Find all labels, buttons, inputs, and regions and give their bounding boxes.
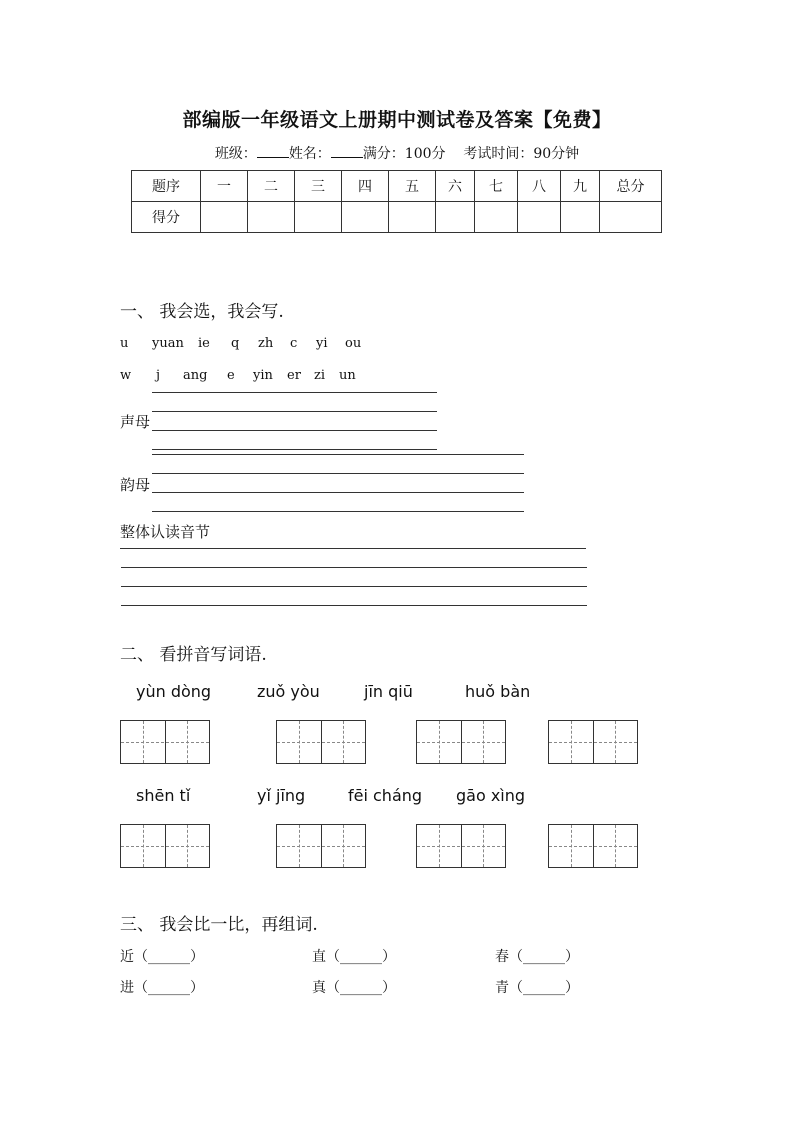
score-cell[interactable]: [436, 202, 475, 233]
answer-line[interactable]: [152, 473, 524, 474]
answer-line[interactable]: [152, 449, 437, 450]
word-pair-item[interactable]: 青（______）: [495, 980, 579, 996]
pinyin-item: yin: [253, 368, 273, 383]
zhengti-label: 整体认读音节: [120, 523, 211, 541]
score-cell[interactable]: [201, 202, 248, 233]
table-cell: 五: [389, 171, 436, 202]
table-cell: 七: [475, 171, 518, 202]
pinyin-item: ie: [198, 336, 210, 351]
section-2-heading: 二、 看拼音写词语.: [120, 645, 267, 665]
word-pair-item[interactable]: 春（______）: [495, 949, 579, 965]
pinyin-word: yùn dòng: [136, 682, 212, 701]
full-score: 满分：100分: [362, 146, 446, 162]
word-pair-item[interactable]: 直（______）: [312, 949, 396, 965]
writing-grid[interactable]: [276, 824, 366, 868]
answer-line[interactable]: [152, 430, 437, 431]
writing-grid[interactable]: [416, 824, 506, 868]
word-pair-item[interactable]: 近（______）: [120, 949, 204, 965]
yunmu-label: 韵母: [120, 476, 151, 494]
pinyin-item: er: [287, 368, 301, 383]
pinyin-word: jīn qiū: [364, 682, 413, 701]
pinyin-item: w: [120, 368, 132, 383]
exam-info: [0, 143, 794, 163]
answer-line[interactable]: [152, 392, 437, 393]
table-cell: 九: [561, 171, 600, 202]
writing-grid[interactable]: [120, 824, 210, 868]
section-1-heading: 一、 我会选，我会写.: [120, 302, 284, 322]
exam-time: 考试时间：90分钟: [463, 146, 580, 162]
pinyin-word: yǐ jīng: [257, 786, 306, 805]
pinyin-word: huǒ bàn: [465, 682, 531, 701]
answer-line[interactable]: [152, 492, 524, 493]
writing-grid[interactable]: [276, 720, 366, 764]
score-table: [131, 170, 662, 233]
name-blank[interactable]: [331, 157, 363, 158]
table-cell: 得分: [132, 202, 201, 233]
writing-grid[interactable]: [416, 720, 506, 764]
pinyin-word: zuǒ yòu: [257, 682, 320, 701]
pinyin-item: e: [227, 368, 235, 383]
answer-line[interactable]: [152, 454, 524, 455]
writing-grid[interactable]: [548, 720, 638, 764]
pinyin-item: zh: [258, 336, 274, 351]
answer-line[interactable]: [152, 511, 524, 512]
writing-grid[interactable]: [548, 824, 638, 868]
score-cell[interactable]: [561, 202, 600, 233]
pinyin-item: c: [290, 336, 298, 351]
pinyin-word: fēi cháng: [348, 786, 423, 805]
pinyin-word: shēn tǐ: [136, 786, 191, 805]
score-table-header: [132, 171, 662, 202]
score-cell[interactable]: [518, 202, 561, 233]
pinyin-item: yi: [316, 336, 328, 351]
table-cell: 一: [201, 171, 248, 202]
pinyin-item: u: [120, 336, 129, 351]
score-cell[interactable]: [389, 202, 436, 233]
answer-line[interactable]: [121, 567, 587, 568]
pinyin-item: q: [231, 336, 240, 351]
class-label: 班级：: [214, 146, 257, 162]
pinyin-item: ou: [345, 336, 362, 351]
score-cell[interactable]: [295, 202, 342, 233]
word-pair-item[interactable]: 真（______）: [312, 980, 396, 996]
score-cell[interactable]: [248, 202, 295, 233]
answer-line[interactable]: [121, 586, 587, 587]
score-cell[interactable]: [475, 202, 518, 233]
answer-line[interactable]: [120, 548, 586, 549]
class-blank[interactable]: [257, 157, 289, 158]
table-cell: 六: [436, 171, 475, 202]
writing-grid[interactable]: [120, 720, 210, 764]
page-title: 部编版一年级语文上册期中测试卷及答案【免费】: [182, 109, 612, 131]
table-cell: 二: [248, 171, 295, 202]
shengmu-label: 声母: [120, 413, 151, 431]
pinyin-item: j: [156, 368, 161, 383]
word-pair-item[interactable]: 进（______）: [120, 980, 204, 996]
pinyin-item: yuan: [152, 336, 184, 351]
pinyin-item: un: [339, 368, 356, 383]
score-cell[interactable]: [342, 202, 389, 233]
score-table-row: [132, 202, 662, 233]
pinyin-item: zi: [314, 368, 326, 383]
pinyin-word: gāo xìng: [456, 786, 526, 805]
pinyin-item: ang: [183, 368, 208, 383]
table-cell: 总分: [600, 171, 662, 202]
table-cell: 四: [342, 171, 389, 202]
table-cell: 题序: [132, 171, 201, 202]
table-cell: 三: [295, 171, 342, 202]
section-3-heading: 三、 我会比一比，再组词.: [120, 915, 318, 935]
answer-line[interactable]: [121, 605, 587, 606]
answer-line[interactable]: [152, 411, 437, 412]
name-label: 姓名：: [288, 146, 331, 162]
table-cell: 八: [518, 171, 561, 202]
score-cell[interactable]: [600, 202, 662, 233]
